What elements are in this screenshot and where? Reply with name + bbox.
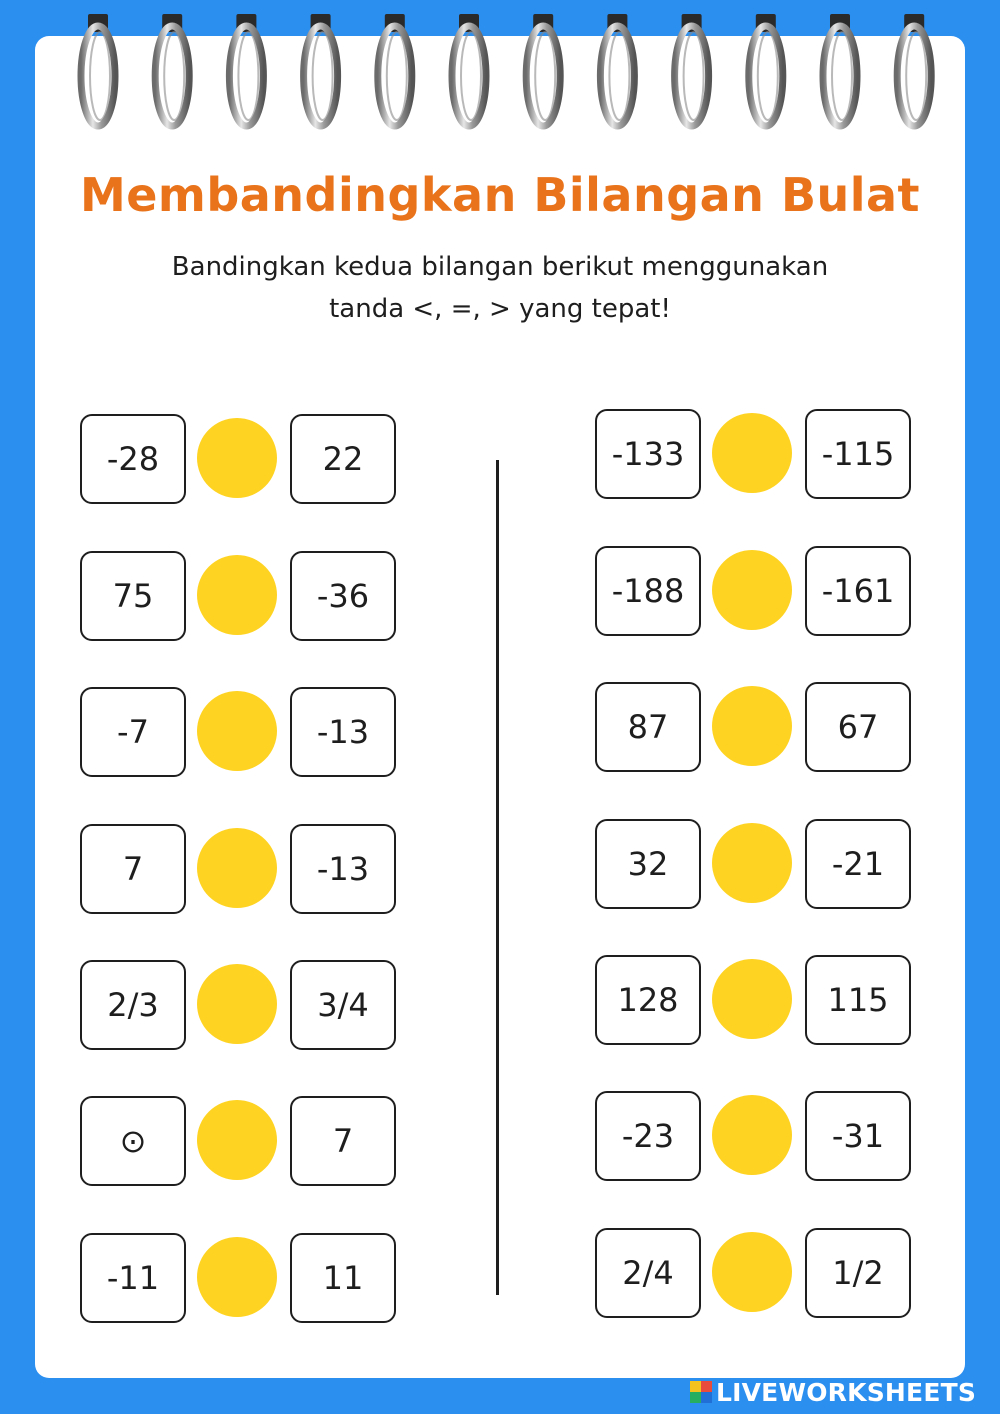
comparison-row-left-3 [80, 687, 398, 779]
number-box: 22 [290, 414, 396, 504]
binding-ring [155, 14, 189, 126]
comparison-sign-slot[interactable] [712, 686, 792, 766]
number-box: -13 [290, 824, 396, 914]
binding-ring [229, 14, 263, 126]
number-box: -7 [80, 687, 186, 777]
binding-ring [526, 14, 560, 126]
binding-ring [452, 14, 486, 126]
binding-ring [600, 14, 634, 126]
number-box: 1/2 [805, 1228, 911, 1318]
binding-ring [749, 14, 783, 126]
number-box: -28 [80, 414, 186, 504]
comparison-sign-slot[interactable] [197, 1100, 277, 1180]
comparison-sign-slot[interactable] [197, 1237, 277, 1317]
spiral-binding [0, 0, 1000, 140]
binding-ring [304, 14, 338, 126]
worksheet-title: Membandingkan Bilangan Bulat [79, 168, 921, 222]
instructions-line-1: Bandingkan kedua bilangan berikut menggunakan [171, 252, 829, 282]
number-box: 67 [805, 682, 911, 772]
number-box: -11 [80, 1233, 186, 1323]
comparison-row-left-5 [80, 960, 398, 1052]
number-box: 2/4 [595, 1228, 701, 1318]
number-box: 128 [595, 955, 701, 1045]
binding-ring [81, 14, 115, 126]
comparison-row-left-7 [80, 1233, 398, 1325]
comparison-row-left-1 [80, 414, 398, 506]
comparison-row-left-4 [80, 824, 398, 916]
number-box: -23 [595, 1091, 701, 1181]
number-box: 75 [80, 551, 186, 641]
comparison-row-right-5 [595, 955, 913, 1047]
comparison-row-right-4 [595, 819, 913, 911]
instructions [100, 246, 900, 330]
comparison-row-right-2 [595, 546, 913, 638]
number-box: -31 [805, 1091, 911, 1181]
badge-square [701, 1392, 712, 1403]
comparison-sign-slot[interactable] [712, 823, 792, 903]
badge-square [690, 1392, 701, 1403]
liveworksheets-badge-icon [690, 1381, 712, 1403]
comparison-sign-slot[interactable] [197, 828, 277, 908]
number-box: -133 [595, 409, 701, 499]
number-box: 7 [80, 824, 186, 914]
number-box: 7 [290, 1096, 396, 1186]
number-box: -161 [805, 546, 911, 636]
binding-ring [675, 14, 709, 126]
number-box: -188 [595, 546, 701, 636]
comparison-sign-slot[interactable] [712, 1095, 792, 1175]
number-box: -36 [290, 551, 396, 641]
number-box: 32 [595, 819, 701, 909]
badge-square [701, 1381, 712, 1392]
comparison-sign-slot[interactable] [712, 959, 792, 1039]
number-box: -115 [805, 409, 911, 499]
number-box: 3/4 [290, 960, 396, 1050]
comparison-sign-slot[interactable] [712, 413, 792, 493]
comparison-row-left-2 [80, 551, 398, 643]
column-divider [496, 460, 499, 1295]
number-box: 2/3 [80, 960, 186, 1050]
number-box: -21 [805, 819, 911, 909]
comparison-row-left-6 [80, 1096, 398, 1188]
instructions-line-2: tanda <, =, > yang tepat! [329, 294, 671, 324]
badge-square [690, 1381, 701, 1392]
comparison-sign-slot[interactable] [197, 691, 277, 771]
comparison-sign-slot[interactable] [197, 964, 277, 1044]
number-box: 11 [290, 1233, 396, 1323]
comparison-row-right-6 [595, 1091, 913, 1183]
comparison-row-right-1 [595, 409, 913, 501]
liveworksheets-logo [690, 1372, 976, 1412]
comparison-row-right-3 [595, 682, 913, 774]
binding-ring [897, 14, 931, 126]
comparison-sign-slot[interactable] [712, 550, 792, 630]
comparison-sign-slot[interactable] [197, 418, 277, 498]
liveworksheets-wordmark: LIVEWORKSHEETS [716, 1377, 977, 1407]
binding-ring [823, 14, 857, 126]
number-box: ⊙ [80, 1096, 186, 1186]
comparison-sign-slot[interactable] [197, 555, 277, 635]
number-box: -13 [290, 687, 396, 777]
comparison-row-right-7 [595, 1228, 913, 1320]
comparison-sign-slot[interactable] [712, 1232, 792, 1312]
number-box: 115 [805, 955, 911, 1045]
number-box: 87 [595, 682, 701, 772]
binding-ring [378, 14, 412, 126]
